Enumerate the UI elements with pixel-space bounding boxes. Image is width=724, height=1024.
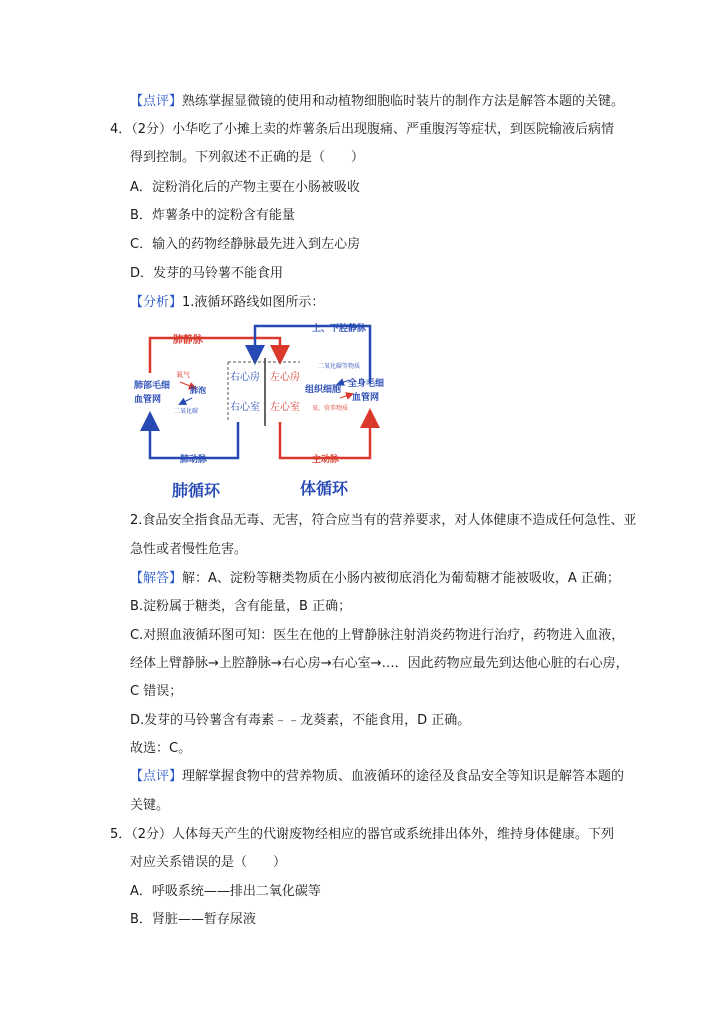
label-systemic-circulation: 体循环 xyxy=(300,479,349,498)
question-5-stem-line2: 对应关系错误的是（ ） xyxy=(130,855,287,870)
label-co2-lung: 二氧化碳 xyxy=(174,408,199,415)
solution-c-line1: C.对照血液循环图可知：医生在他的上臂静脉注射消炎药物进行治疗，药物进入血液， xyxy=(130,628,625,643)
blood-circulation-diagram xyxy=(134,318,390,508)
review-note-1: 【点评】熟练掌握显微镜的使用和动植物细胞临时装片的制作方法是解答本题的关键。 xyxy=(130,94,625,109)
label-tissue-cells: 组织细胞 xyxy=(305,385,342,395)
solution-d: D.发芽的马铃薯含有毒素﹣﹣龙葵素，不能食用，D 正确。 xyxy=(130,713,471,728)
label-body-capillary-line2: 血管网 xyxy=(352,393,380,403)
pulmonary-vein-path xyxy=(150,338,280,373)
question-4-option-a: A．淀粉消化后的产物主要在小肠被吸收 xyxy=(130,180,360,195)
solution-c-line2: 经体上臂静脉→上腔静脉→右心房→右心室→…．因此药物应最先到达他心脏的右心房， xyxy=(130,656,629,671)
analysis-point-2-line2: 急性或者慢性危害。 xyxy=(130,542,248,557)
label-alveoli: 肺泡 xyxy=(190,386,206,395)
question-4-stem-line1: 4．（2分）小华吃了小摊上卖的炸薯条后出现腹痛、严重腹泻等症状，到医院输液后病情 xyxy=(110,122,615,137)
answer-line: 故选：C。 xyxy=(130,741,192,756)
question-5-option-b: B．肾脏——暂存尿液 xyxy=(130,912,256,927)
label-oxygen: 氧气 xyxy=(176,371,190,379)
label-co2-waste: 二氧化碳等物质 xyxy=(318,363,361,370)
label-aorta: 主动脉 xyxy=(312,455,340,465)
analysis-point-2-line1: 2.食品安全指食品无毒、无害，符合应当有的营养要求，对人体健康不造成任何急性、亚 xyxy=(130,513,637,528)
label-lung-capillary-line2: 血管网 xyxy=(134,395,162,405)
label-left-ventricle: 左心室 xyxy=(270,402,300,413)
label-vena-cava: 上、下腔静脉 xyxy=(312,324,367,334)
label-left-atrium: 左心房 xyxy=(270,372,300,383)
label-lung-capillary-line1: 肺部毛细 xyxy=(134,381,171,391)
label-pulmonary-vein: 肺静脉 xyxy=(173,335,203,346)
question-4-option-c: C．输入的药物经静脉最先进入到左心房 xyxy=(130,237,361,252)
pulmonary-artery-path xyxy=(150,416,238,458)
label-pulmonary-artery: 肺动脉 xyxy=(180,455,208,465)
review-note-2: 【点评】理解掌握食物中的营养物质、血液循环的途径及食品安全等知识是解答本题的 xyxy=(130,769,625,784)
question-4-stem-line2: 得到控制。下列叙述不正确的是（ ） xyxy=(130,150,365,165)
solution-c-line3: C 错误； xyxy=(130,684,183,699)
aorta-path xyxy=(280,413,370,458)
question-5-stem-line1: 5．（2分）人体每天产生的代谢废物经相应的器官或系统排出体外，维持身体健康。下列 xyxy=(110,827,615,842)
question-4-option-b: B．炸薯条中的淀粉含有能量 xyxy=(130,208,295,223)
label-right-atrium: 右心房 xyxy=(230,372,260,383)
label-o2-nutrients: 氧、营养物质 xyxy=(312,405,349,412)
label-pulmonary-circulation: 肺循环 xyxy=(172,481,221,500)
question-4-option-d: D．发芽的马铃薯不能食用 xyxy=(130,266,284,281)
solution-heading: 【解答】解：A、淀粉等糖类物质在小肠内被彻底消化为葡萄糖才能被吸收，A 正确； xyxy=(130,571,620,586)
analysis-heading: 【分析】1.液循环路线如图所示： xyxy=(130,295,325,310)
question-5-option-a: A．呼吸系统——排出二氧化碳等 xyxy=(130,884,321,899)
label-body-capillary-line1: 全身毛细 xyxy=(348,379,385,389)
solution-b: B.淀粉属于糖类，含有能量，B 正确； xyxy=(130,599,352,614)
label-right-ventricle: 右心室 xyxy=(230,402,260,413)
review-note-2-cont: 关键。 xyxy=(130,798,170,813)
